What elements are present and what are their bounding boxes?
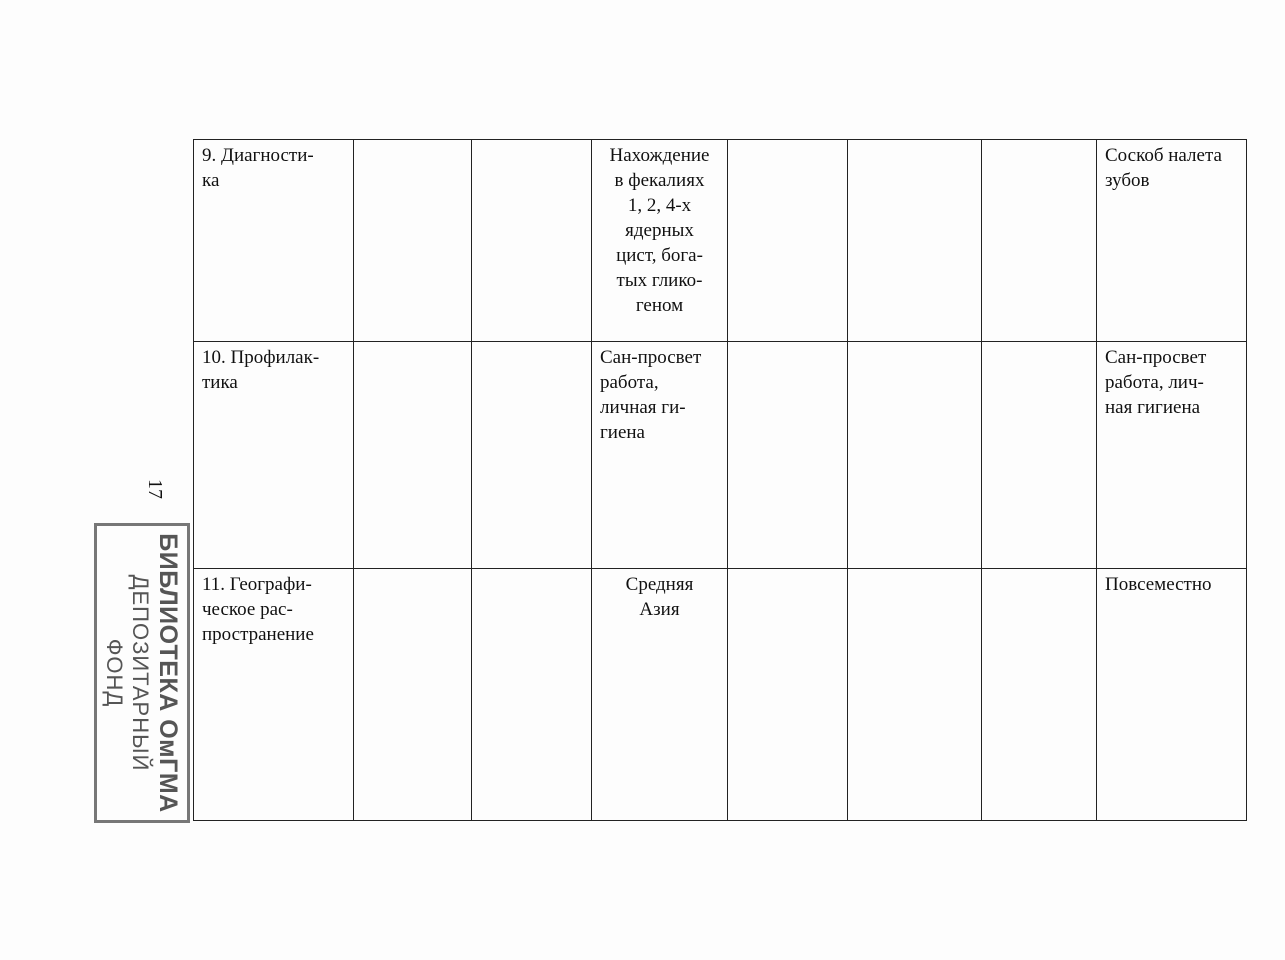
empty-cell (848, 140, 982, 342)
row-label: 9. Диагности- ка (194, 140, 354, 342)
empty-cell (472, 140, 592, 342)
page-number: 17 (144, 479, 166, 499)
data-table (193, 139, 1247, 821)
table-cell: Соскоб налета зубов (1097, 140, 1247, 342)
table-cell: Повсеместно (1097, 569, 1247, 821)
empty-cell (848, 342, 982, 569)
empty-cell (354, 140, 472, 342)
table-cell: Сан-просвет работа, личная ги- гиена (592, 342, 728, 569)
library-stamp (94, 523, 190, 823)
stamp-title: БИБЛИОТЕКА ОмГМА (154, 533, 182, 813)
table-row (194, 342, 1247, 569)
row-label: 11. Географи- ческое рас- пространение (194, 569, 354, 821)
empty-cell (354, 342, 472, 569)
stamp-fund: ФОНД (102, 638, 127, 708)
empty-cell (728, 569, 848, 821)
table-cell: Сан-просвет работа, лич- ная гигиена (1097, 342, 1247, 569)
table-cell: Нахождение в фекалиях 1, 2, 4-х ядерных цист, бога- тых глико- геном (592, 140, 728, 342)
empty-cell (728, 342, 848, 569)
empty-cell (472, 569, 592, 821)
empty-cell (354, 569, 472, 821)
empty-cell (982, 140, 1097, 342)
stamp-subtitle: ДЕПОЗИТАРНЫЙ (128, 574, 153, 772)
table-row (194, 569, 1247, 821)
row-label: 10. Профилак- тика (194, 342, 354, 569)
empty-cell (982, 342, 1097, 569)
table-row (194, 140, 1247, 342)
empty-cell (848, 569, 982, 821)
table-cell: Средняя Азия (592, 569, 728, 821)
empty-cell (728, 140, 848, 342)
empty-cell (982, 569, 1097, 821)
empty-cell (472, 342, 592, 569)
